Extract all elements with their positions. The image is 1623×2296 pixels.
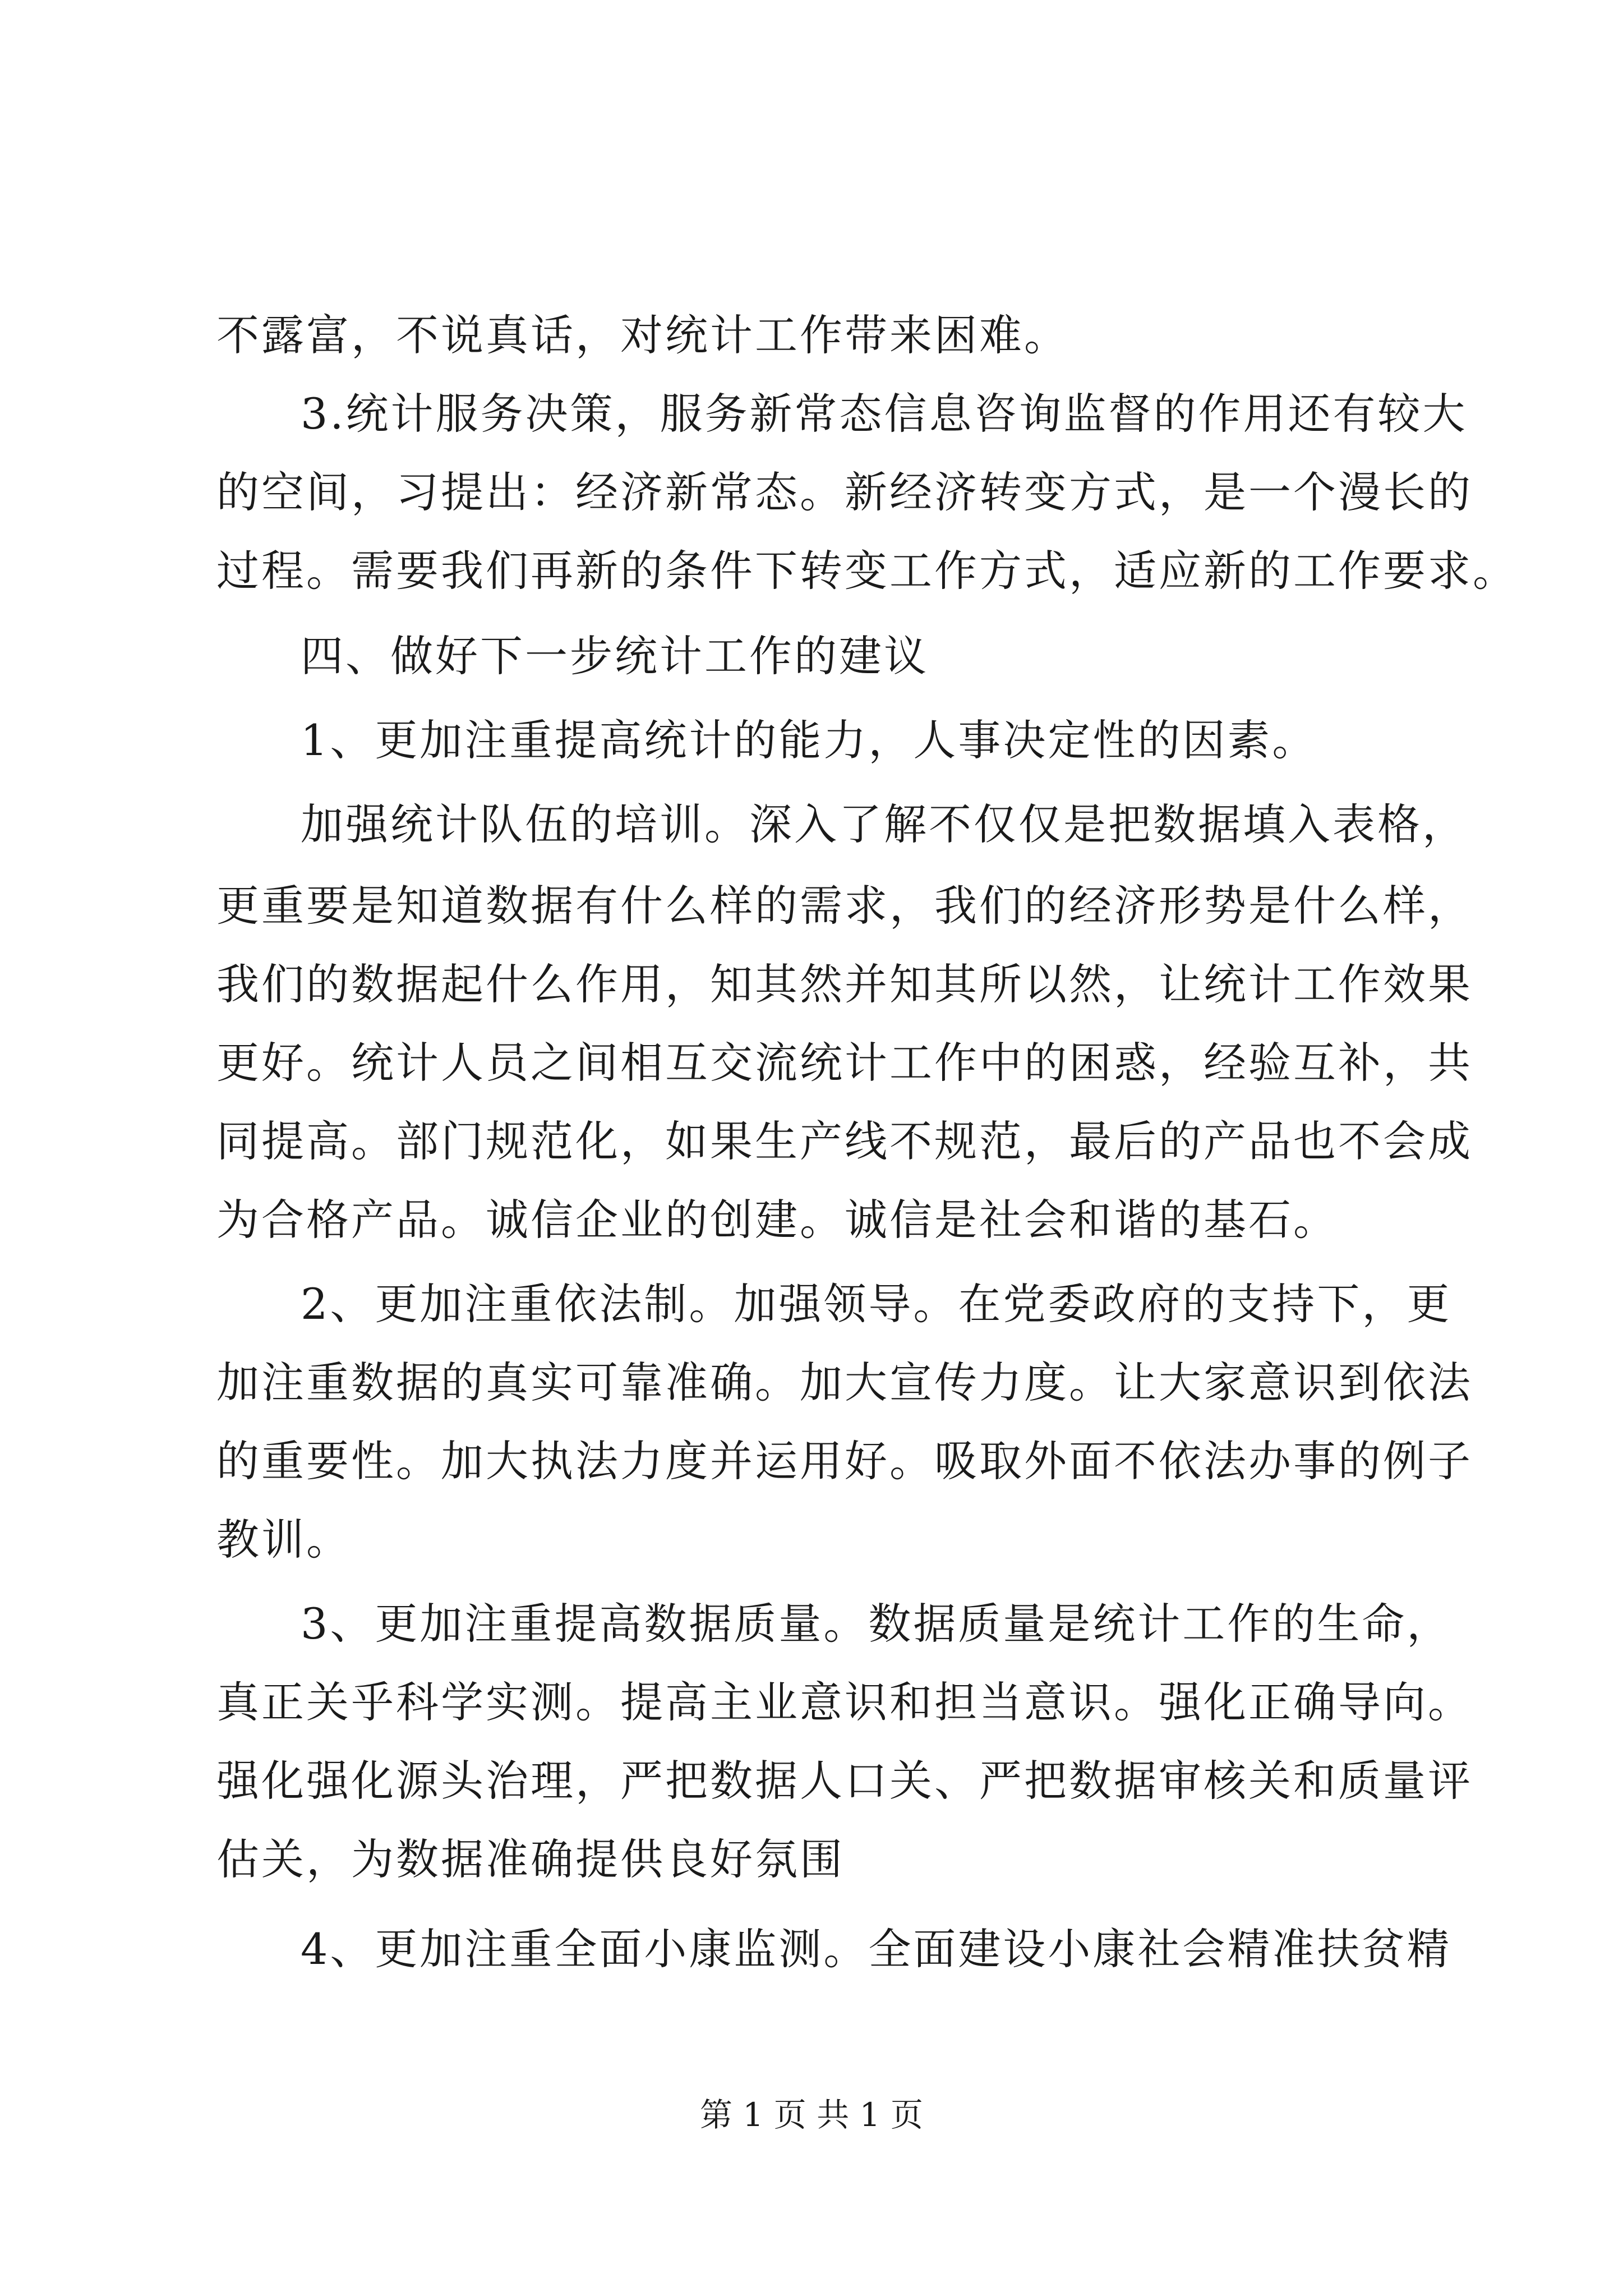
- text-line: 更好。统计人员之间相互交流统计工作中的困惑，经验互补，共: [216, 1038, 1473, 1088]
- page-footer: 第 1 页 共 1 页: [700, 2096, 923, 2134]
- text-line: 我们的数据起什么作用，知其然并知其所以然，让统计工作效果: [216, 959, 1473, 1009]
- text-line: 同提高。部门规范化，如果生产线不规范，最后的产品也不会成: [216, 1116, 1473, 1166]
- text-line: 的重要性。加大执法力度并运用好。吸取外面不依法办事的例子: [216, 1436, 1473, 1486]
- text-line: 3、更加注重提高数据质量。数据质量是统计工作的生命，: [301, 1599, 1452, 1649]
- text-line: 真正关乎科学实测。提高主业意识和担当意识。强化正确导向。: [216, 1677, 1473, 1727]
- text-line: 强化强化源头治理，严把数据人口关、严把数据审核关和质量评: [216, 1756, 1473, 1806]
- text-line: 估关，为数据准确提供良好氛围: [216, 1834, 845, 1884]
- text-line: 教训。: [216, 1515, 351, 1565]
- section-heading: 四、做好下一步统计工作的建议: [301, 631, 929, 681]
- text-line: 4、更加注重全面小康监测。全面建设小康社会精准扶贫精: [301, 1924, 1452, 1974]
- text-line: 1、更加注重提高统计的能力，人事决定性的因素。: [301, 715, 1317, 765]
- text-line: 加强统计队伍的培训。深入了解不仅仅是把数据填入表格，: [301, 799, 1467, 849]
- text-line: 2、更加注重依法制。加强领导。在党委政府的支持下，更: [301, 1279, 1452, 1329]
- text-line: 3.统计服务决策，服务新常态信息咨询监督的作用还有较大: [301, 389, 1468, 439]
- text-line: 为合格产品。诚信企业的创建。诚信是社会和谐的基石。: [216, 1195, 1338, 1245]
- text-line: 更重要是知道数据有什么样的需求，我们的经济形势是什么样，: [216, 881, 1473, 931]
- text-line: 不露富，不说真话，对统计工作带来困难。: [216, 310, 1069, 360]
- text-line: 的空间，习提出：经济新常态。新经济转变方式，是一个漫长的: [216, 467, 1473, 517]
- text-line: 加注重数据的真实可靠准确。加大宣传力度。让大家意识到依法: [216, 1358, 1473, 1407]
- text-line: 过程。需要我们再新的条件下转变工作方式，适应新的工作要求。: [216, 546, 1518, 596]
